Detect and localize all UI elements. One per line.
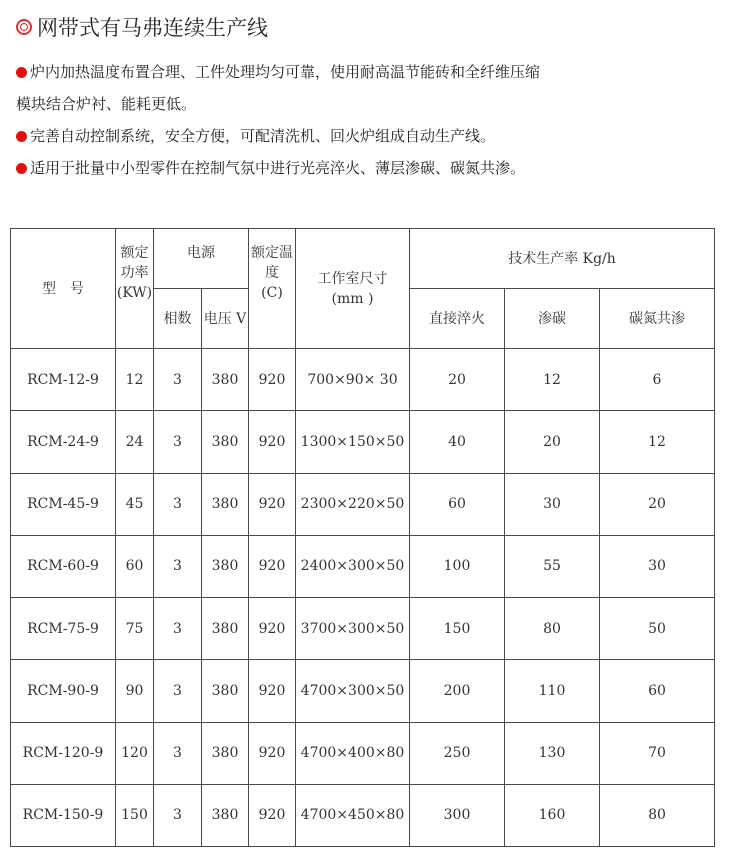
cell-model: RCM-120-9 <box>11 722 116 784</box>
cell-power: 90 <box>116 660 154 722</box>
cell-power: 75 <box>116 598 154 660</box>
double-circle-icon <box>16 19 32 35</box>
red-dot-icon <box>16 131 27 142</box>
red-dot-icon <box>16 163 27 174</box>
cell-quench: 200 <box>410 660 505 722</box>
cell-carbonitride: 20 <box>600 473 715 535</box>
cell-temp: 920 <box>249 535 296 597</box>
cell-quench: 250 <box>410 722 505 784</box>
cell-carburize: 55 <box>505 535 600 597</box>
feature-item-3 <box>16 152 716 184</box>
cell-power: 120 <box>116 722 154 784</box>
cell-model: RCM-150-9 <box>11 784 116 846</box>
cell-quench: 150 <box>410 598 505 660</box>
cell-voltage: 380 <box>202 535 249 597</box>
header-carbonitride: 碳氮共渗 <box>600 289 715 349</box>
cell-carburize: 30 <box>505 473 600 535</box>
feature-text: 炉内加热温度布置合理、工件处理均匀可靠，使用耐高温节能砖和全纤维压缩 <box>30 63 541 81</box>
cell-temp: 920 <box>249 660 296 722</box>
cell-temp: 920 <box>249 411 296 473</box>
cell-voltage: 380 <box>202 411 249 473</box>
cell-voltage: 380 <box>202 473 249 535</box>
cell-carburize: 80 <box>505 598 600 660</box>
header-chamber: 工作室尺寸 (mm ) <box>296 229 410 349</box>
cell-quench: 20 <box>410 349 505 411</box>
cell-power: 45 <box>116 473 154 535</box>
cell-temp: 920 <box>249 722 296 784</box>
feature-item-1 <box>16 56 716 88</box>
cell-phase: 3 <box>154 473 202 535</box>
cell-phase: 3 <box>154 598 202 660</box>
cell-chamber: 4700×300×50 <box>296 660 410 722</box>
header-quench: 直接淬火 <box>410 289 505 349</box>
cell-voltage: 380 <box>202 660 249 722</box>
cell-carbonitride: 70 <box>600 722 715 784</box>
cell-voltage: 380 <box>202 349 249 411</box>
cell-quench: 60 <box>410 473 505 535</box>
cell-temp: 920 <box>249 349 296 411</box>
cell-phase: 3 <box>154 411 202 473</box>
feature-list <box>16 56 716 184</box>
cell-chamber: 2300×220×50 <box>296 473 410 535</box>
cell-carbonitride: 80 <box>600 784 715 846</box>
cell-phase: 3 <box>154 535 202 597</box>
table-row <box>11 473 715 535</box>
header-carburize: 渗碳 <box>505 289 600 349</box>
cell-chamber: 4700×450×80 <box>296 784 410 846</box>
cell-phase: 3 <box>154 660 202 722</box>
cell-voltage: 380 <box>202 598 249 660</box>
table-row <box>11 411 715 473</box>
cell-quench: 100 <box>410 535 505 597</box>
cell-model: RCM-12-9 <box>11 349 116 411</box>
table-row <box>11 535 715 597</box>
header-phase: 相数 <box>154 289 202 349</box>
cell-quench: 40 <box>410 411 505 473</box>
cell-carburize: 12 <box>505 349 600 411</box>
table-row <box>11 598 715 660</box>
spec-table <box>10 228 715 847</box>
cell-voltage: 380 <box>202 722 249 784</box>
red-dot-icon <box>16 67 27 78</box>
cell-power: 12 <box>116 349 154 411</box>
feature-item-2 <box>16 120 716 152</box>
table-row <box>11 784 715 846</box>
cell-chamber: 1300×150×50 <box>296 411 410 473</box>
feature-item-1-continued <box>16 88 716 120</box>
table-row <box>11 722 715 784</box>
cell-model: RCM-90-9 <box>11 660 116 722</box>
cell-phase: 3 <box>154 722 202 784</box>
cell-carburize: 160 <box>505 784 600 846</box>
cell-carburize: 20 <box>505 411 600 473</box>
cell-temp: 920 <box>249 784 296 846</box>
cell-voltage: 380 <box>202 784 249 846</box>
cell-quench: 300 <box>410 784 505 846</box>
cell-chamber: 4700×400×80 <box>296 722 410 784</box>
cell-power: 150 <box>116 784 154 846</box>
cell-carburize: 130 <box>505 722 600 784</box>
cell-phase: 3 <box>154 349 202 411</box>
cell-carbonitride: 30 <box>600 535 715 597</box>
cell-phase: 3 <box>154 784 202 846</box>
page-title <box>16 10 268 44</box>
table-row <box>11 349 715 411</box>
cell-chamber: 3700×300×50 <box>296 598 410 660</box>
cell-power: 24 <box>116 411 154 473</box>
feature-text: 适用于批量中小型零件在控制气氛中进行光亮淬火、薄层渗碳、碳氮共渗。 <box>30 159 526 177</box>
cell-carbonitride: 60 <box>600 660 715 722</box>
cell-carbonitride: 6 <box>600 349 715 411</box>
table-row <box>11 660 715 722</box>
spec-table-body <box>11 349 715 847</box>
cell-model: RCM-24-9 <box>11 411 116 473</box>
cell-temp: 920 <box>249 598 296 660</box>
header-supply: 电源 <box>154 229 249 289</box>
cell-carbonitride: 50 <box>600 598 715 660</box>
feature-text: 模块结合炉衬、能耗更低。 <box>16 95 197 113</box>
header-temp: 额定温 度 (C) <box>249 229 296 349</box>
cell-model: RCM-75-9 <box>11 598 116 660</box>
cell-power: 60 <box>116 535 154 597</box>
header-power: 额定 功率 (KW) <box>116 229 154 349</box>
cell-carbonitride: 12 <box>600 411 715 473</box>
cell-model: RCM-60-9 <box>11 535 116 597</box>
cell-chamber: 700×90× 30 <box>296 349 410 411</box>
header-rate: 技术生产率 Kg/h <box>410 229 715 289</box>
cell-carburize: 110 <box>505 660 600 722</box>
feature-text: 完善自动控制系统，安全方便，可配清洗机、回火炉组成自动生产线。 <box>30 127 496 145</box>
cell-temp: 920 <box>249 473 296 535</box>
header-model: 型 号 <box>11 229 116 349</box>
cell-model: RCM-45-9 <box>11 473 116 535</box>
page-title-text: 网带式有马弗连续生产线 <box>37 16 268 40</box>
header-voltage: 电压 V <box>202 289 249 349</box>
cell-chamber: 2400×300×50 <box>296 535 410 597</box>
